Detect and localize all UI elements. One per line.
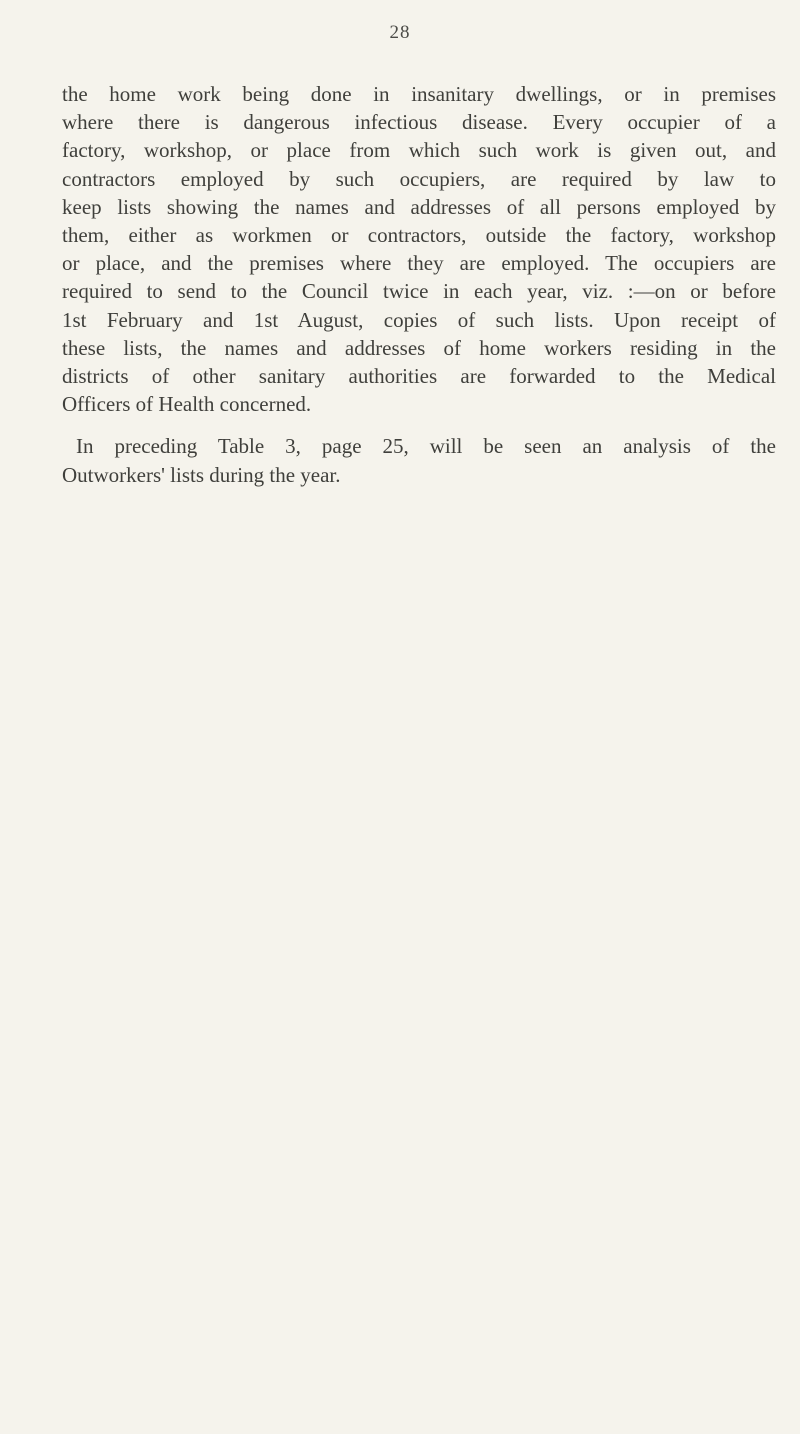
text-line: them, either as workmen or contractors, outside the factory, workshop: [62, 223, 776, 248]
text-line: required to send to the Council twice in each year, viz. :—on or before: [62, 279, 776, 304]
paragraph-spacer: [62, 418, 776, 432]
text-line: or place, and the premises where they are employed. The occupiers are: [62, 251, 776, 276]
text-line: contractors employed by such occupiers, are required by law to: [62, 166, 776, 191]
text-line: 1st February and 1st August, copies of such lists. Upon receipt of: [62, 307, 776, 332]
text-line: factory, workshop, or place from which such work is given out, and: [62, 138, 776, 163]
paragraph-1: [62, 80, 776, 418]
page-number: 28: [389, 22, 411, 43]
text-line: these lists, the names and addresses of home workers residing in the: [62, 335, 776, 360]
text-line: Outworkers' lists during the year.: [62, 462, 341, 487]
paragraph-2: [62, 432, 776, 488]
text-line: keep lists showing the names and addresses of all persons employed by: [62, 194, 776, 219]
text-line: districts of other sanitary authorities are forwarded to the Medical: [62, 364, 776, 389]
text-line: where there is dangerous infectious disease. Every occupier of a: [62, 110, 776, 135]
text-line: In preceding Table 3, page 25, will be seen an analysis of the: [76, 434, 776, 459]
body-text: [62, 80, 776, 489]
text-line: Officers of Health concerned.: [62, 392, 312, 417]
text-line: the home work being done in insanitary dwellings, or in premises: [62, 82, 776, 106]
